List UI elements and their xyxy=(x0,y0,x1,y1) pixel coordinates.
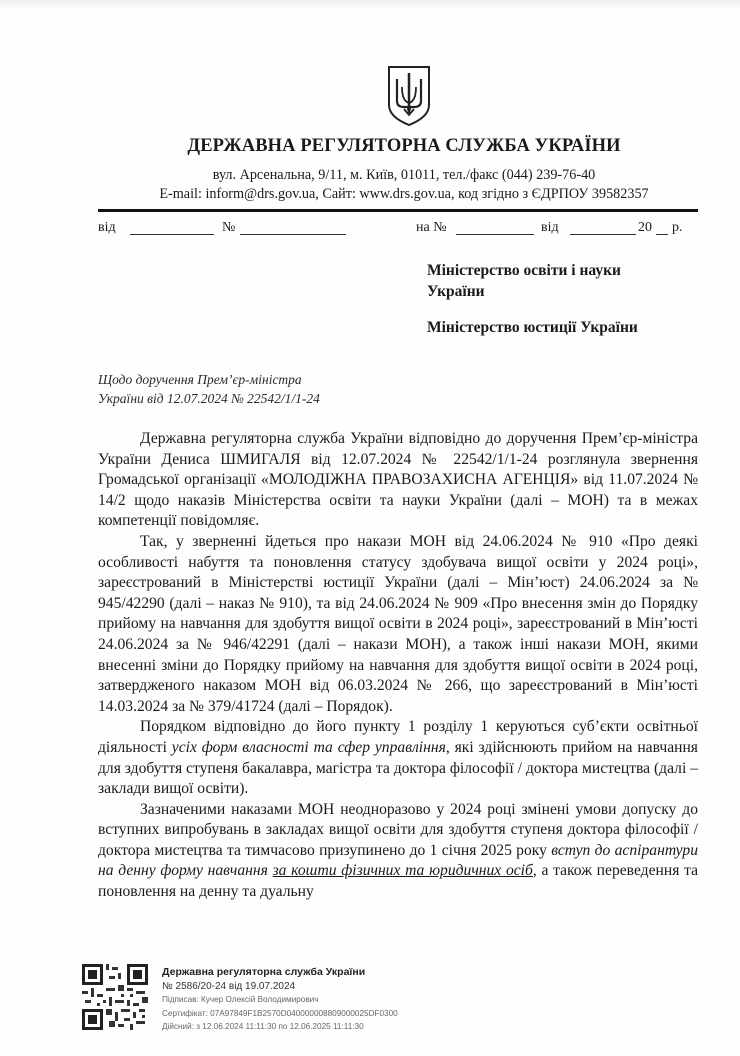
date-blank xyxy=(130,220,214,235)
year-prefix: 20 xyxy=(638,220,652,235)
reply-date-blank xyxy=(570,220,636,235)
paragraph-3: Порядком відповідно до його пункту 1 розділу 1 керуються суб’єкти освітньої діяльності усіх форм власності та сфер управління, які здійснюють прийом на навчання для здобуття ступеня бакалавра, магістра та доктора філософії / доктора мистецтва (далі – заклади вищої освіти). xyxy=(98,718,698,798)
registration-line xyxy=(98,220,698,242)
letter-subject: Щодо доручення Прем’єр-міністра України від 12.07.2024 № 22542/1/1-24 xyxy=(98,372,320,406)
digital-signature-stamp xyxy=(82,964,502,1039)
year-suffix: р. xyxy=(672,220,683,235)
addressee-ministry-justice: Міністерство юстиції України xyxy=(427,319,638,336)
addressee-ministry-education: Міністерство освіти і науки України xyxy=(427,262,621,300)
italic-phrase: вступ до аспірантури на денну форму навчання xyxy=(98,841,698,880)
paragraph-4: Зазначеними наказами МОН неодноразово у 2024 році змінені умови допуску до вступних випробувань в закладах вищої освіти для здобуття ступеня доктора філософії / доктора мистецтва та тимчасово призупинено до 1 січня 2025 року вступ до аспірантури на денну форму навчання за кошти фізичних та юридичних осіб, а також переведення та поновлення на денну та дуальну xyxy=(98,800,699,901)
trident-coat-of-arms-icon xyxy=(386,65,432,127)
reply-from-label: від xyxy=(541,220,559,235)
page-edge-shadow xyxy=(0,0,740,10)
letter-body xyxy=(98,429,698,903)
paragraph-2: Так, у зверненні йдеться про накази МОН від 24.06.2024 № 910 «Про деякі особливості набуття та поновлення статусу здобувача вищої освіти у 2024 році», зареєстрований в Міністерстві юстиції України (далі – Мін’юст) 24.06.2024 за № 945/42290 (далі – наказ № 910), та від 24.06.2024 № 909 «Про внесення змін до Порядку прийому на навчання для здобуття вищої освіти в 2024 році», зареєстрований в Мін’юсті 24.06.2024 за № 946/42291 (далі – накази МОН), а також інші накази МОН, якими внесенні зміни до Порядку прийому на навчання для здобуття вищої освіти в 2024 році, затвердженого наказом МОН від 06.03.2024 № 266, що зареєстрований в Мін’юсті 14.03.2024 за № 379/41724 (далі – Порядок). xyxy=(98,532,698,715)
qr-code-icon xyxy=(82,964,148,1030)
year-blank xyxy=(656,220,668,235)
number-label: № xyxy=(222,220,236,235)
number-blank xyxy=(240,220,346,235)
header-rule xyxy=(98,209,698,212)
from-label: від xyxy=(98,220,116,235)
reply-number-blank xyxy=(456,220,534,235)
organization-title: ДЕРЖАВНА РЕГУЛЯТОРНА СЛУЖБА УКРАЇНИ xyxy=(187,136,621,156)
contact-line: E-mail: inform@drs.gov.ua, Сайт: www.drs.gov.ua, код згідно з ЄДРПОУ 39582357 xyxy=(159,186,649,202)
reply-to-label: на № xyxy=(416,220,447,235)
address-line: вул. Арсенальна, 9/11, м. Київ, 01011, тел./факс (044) 239-76-40 xyxy=(212,167,596,183)
signature-details: Державна регуляторна служба України № 2586/20-24 від 19.07.2024 Підписав: Кучер Олексій Володимирович Сертифікат: 07A97849F1B2570D040000008809000025DF0300 Дійсний: з 12.06.2024 11:11:30 по 12.06.2025 11:11:30 xyxy=(162,966,398,1031)
paragraph-1: Державна регуляторна служба України відповідно до доручення Прем’єр-міністра України Дениса ШМИГАЛЯ від 12.07.2024 № 22542/1/1-24 розглянула звернення Громадської організації «МОЛОДІЖНА ПРАВОЗАХИСНА АГЕНЦІЯ» від 11.07.2024 № 14/2 щодо наказів Міністерства освіти та науки України (далі – МОН) та в межах компетенції повідомляє. xyxy=(98,430,698,530)
underlined-phrase: за кошти фізичних та юридичних осіб xyxy=(272,862,533,880)
italic-phrase: усіх форм власності та сфер управління xyxy=(171,738,446,756)
